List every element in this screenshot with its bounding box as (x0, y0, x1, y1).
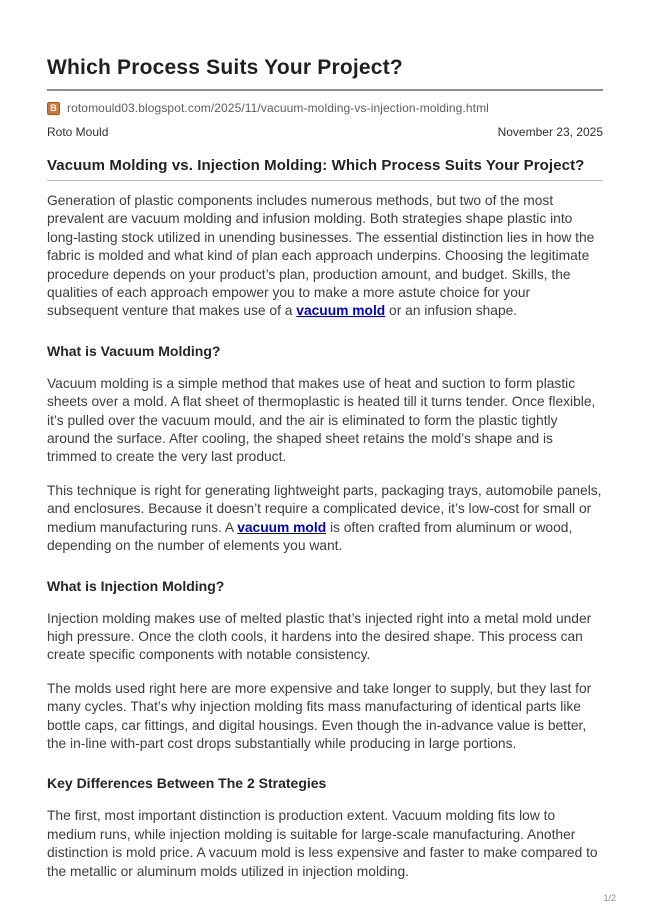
byline-row (47, 125, 603, 139)
article-body (47, 192, 603, 881)
section-heading: What is Vacuum Molding? (47, 342, 221, 359)
source-url-row (47, 101, 603, 115)
paragraph: Vacuum molding is a simple method that makes use of heat and suction to form plastic sheets over a mold. A flat sheet of thermoplastic is heated till it turns tender. Once flexible, it’s pulled over the vacuum mould, and the air is eliminated to form the plastic tightly around the surface. After cooling, the shaped sheet retains the mold’s shape and is trimmed to create the very last product. (47, 375, 596, 465)
paragraph: Generation of plastic components includes numerous methods, but two of the most prevalent are vacuum molding and infusion molding. Both strategies shape plastic into long-lasting stock utilized in unending businesses. The essential distinction lies in how the fabric is molded and what kind of plan each approach underpins. Choosing the legitimate procedure depends on your product’s plan, production amount, and budget. Skills, the qualities of each approach empower you to make a more astute choice for your subsequent venture that makes use of a vacuum mold or an infusion shape. (47, 193, 595, 319)
publish-date: November 23, 2025 (497, 125, 603, 139)
page-title: Which Process Suits Your Project? (47, 56, 403, 79)
article-heading: Vacuum Molding vs. Injection Molding: Which Process Suits Your Project? (47, 157, 603, 181)
blogger-favicon-icon (47, 102, 60, 115)
paragraph: This technique is right for generating lightweight parts, packaging trays, automobile panels, and enclosures. Because it doesn’t require a complicated device, it’s low-cost for small or medium manufacturing runs. A vacuum mold is often crafted from aluminum or wood, depending on the number of elements you want. (47, 482, 602, 554)
paragraph: The molds used right here are more expensive and take longer to supply, but they last for many cycles. That’s why injection molding fits mass manufacturing of identical parts like bottle caps, car fittings, and digital housings. Even though the in-advance value is better, the in-line with-part cost drops substantially while producing in large portions. (47, 680, 592, 751)
vacuum-mold-link[interactable]: vacuum mold (296, 303, 386, 319)
paragraph: The first, most important distinction is production extent. Vacuum molding fits low to medium runs, while injection molding is suitable for large-scale manufacturing. Another distinction is mold price. A vacuum mold is less expensive and faster to make compared to the metallic or aluminum molds utilized in injection molding. (47, 808, 598, 879)
title-divider (47, 89, 603, 91)
author: Roto Mould (47, 125, 109, 139)
section-heading: Key Differences Between The 2 Strategies (47, 775, 327, 792)
blogger-favicon-letter: B (50, 102, 57, 113)
source-url: rotomould03.blogspot.com/2025/11/vacuum-molding-vs-injection-molding.html (67, 101, 489, 115)
section-heading: What is Injection Molding? (47, 577, 225, 594)
paragraph: Injection molding makes use of melted plastic that’s injected right into a metal mold under high pressure. Once the cloth cools, it hardens into the desired shape. This process can create specific components with notable consistency. (47, 610, 592, 663)
page-number-indicator: 1/2 (603, 893, 616, 903)
vacuum-mold-link[interactable]: vacuum mold (237, 519, 327, 535)
